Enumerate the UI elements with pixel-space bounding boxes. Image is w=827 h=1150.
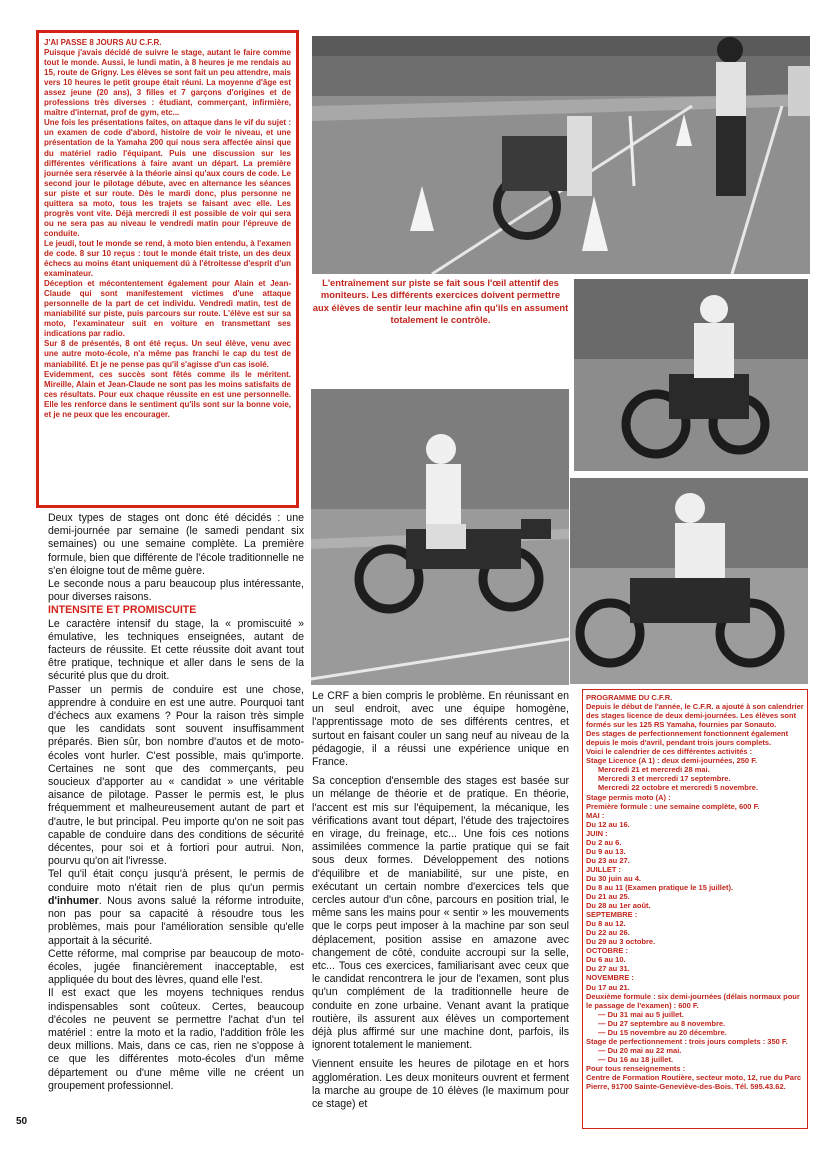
programme-line: Du 29 au 3 octobre. — [586, 937, 656, 947]
emphasis-text: d'inhumer — [48, 894, 99, 907]
programme-title: PROGRAMME DU C.F.R. — [586, 693, 673, 702]
programme-line: — Du 31 mai au 5 juillet. — [598, 1009, 684, 1019]
programme-line: Des stages de perfectionnement fonctionnent également depuis le mois d'avril, pendant trois jours complets. — [586, 729, 789, 748]
photo-rider-right-top — [574, 279, 808, 471]
paragraph: Passer un permis de conduire est une chose, apprendre à conduire en est une autre. Pourquoi tant d'échecs aux examens ? Pour la raison très simple que les candidats sont souvent insuffisamment préparés. Bien sûr, bon nombre d'autos et de moto-écoles vont hurler. C'est possible, mais qu'importe. Certaines ne sont que des commerçants, peu soucieux d'apporter au « candidat » une véritable aisance de pilotage. Passer le permis est, le plus fréquemment et malheureusement autant de part et d'autre, le but principal. Peu importe qu'on ne soit pas capable de conduire dans des conditions de sécurité décentes, pour soi et à fortiori pour autrui. Non, pourvu qu'on ait l'ivresse. — [48, 683, 304, 868]
programme-line: OCTOBRE : — [586, 946, 628, 956]
programme-line: Du 30 juin au 4. — [586, 873, 642, 883]
paragraph: Sa conception d'ensemble des stages est basée sur un mélange de théorie et de pratique. En théorie, l'accent est mis sur l'équipement, la mécanique, les vérifications avant tout départ, l'étude des trajectoires en virage, du freinage, etc... Une fois ces notions assimilées commence la partie pratique qui se fait sous deux formes. Développement des notions d'équilibre et de maniabilité, sur une piste, en exécutant un certain nombre d'exercices tels que cercles autour d'un cône, parcours en position trial, le même sans les mains pour « sentir » les mouvements que le corps peut imposer à la machine par son seul déplacement, position assise en amazone avec changement de côté, conduite accroupi sur la selle, etc... Tous ces exercices, familiarisant avec ceux que le candidat rencontrera le jour de l'examen, sont plus qu'un complément de la traditionnelle heure de conduite en zone urbaine. Venant avant la pratique routière, ils assurent aux élèves un comportement déjà plus affirmé sur une machine dont, parfois, ils ignorent totalement le maniement. — [312, 775, 569, 1052]
programme-line: Stage permis moto (A) : — [586, 792, 671, 802]
programme-line: Du 12 au 16. — [586, 819, 630, 829]
paragraph: Le seconde nous a paru beaucoup plus intéressante, pour diverses raisons. — [48, 578, 304, 604]
paragraph: Deux types de stages ont donc été décidés : une demi-journée par semaine (le samedi pendant six semaines) ou une semaine complète. La première formule, bien que différente de l'école traditionnelle ne s'en éloigne tout de même guère. — [48, 512, 304, 577]
sidebar-paragraph: Evidemment, ces succès sont fêtés comme ils le méritent. Mireille, Alain et Jean-Claude ne sont pas les moins satisfaits de ces résultats. Pour eux chaque réussite en est une personnelle. Elle les renforce dans le sentiment qu'ils sont sur la bonne voie, et je ne peux que les encourager. — [44, 369, 291, 419]
paragraph-text: . Nous avons salué la réforme introduite, non pas pour sa capacité à résoudre tous les problèmes, mais pour l'amélioration sensible qu'elle apportait à la sécurité. — [48, 894, 304, 947]
programme-line: — Du 16 au 18 juillet. — [598, 1054, 674, 1064]
sidebar-story — [44, 38, 291, 502]
paragraph: Le caractère intensif du stage, la « promiscuité » émulative, les techniques enseignées, autant de facteurs de réussite. Et cette réussite doit avant tout être pratique, technique et aller dans le sens de la sécurité plus que du droit. — [48, 617, 304, 683]
section-heading: INTENSITE ET PROMISCUITE — [48, 604, 197, 617]
article-column-1 — [48, 512, 304, 1132]
paragraph: Il est exact que les moyens techniques rendus indispensables sont coûteux. Certes, beaucoup d'écoles ne peuvent se permettre l'achat d'un tel matériel : entre la moto et la radio, l'addition frôle les deux millions. Mais, dans ce cas, rien ne s'oppose à ce que les différentes moto-écoles d'un même département ou d'une même ville ne créent un groupement professionnel. — [48, 987, 304, 1092]
photo-caption: L'entraînement sur piste se fait sous l'œil attentif des moniteurs. Les différents exercices doivent permettre aux élèves de sentir leur machine afin qu'ils en assument totalement le contrôle. — [312, 277, 569, 325]
programme-line: Du 2 au 6. — [586, 837, 622, 847]
programme-line: Stage de perfectionnement : trois jours complets : 350 F. — [586, 1036, 788, 1046]
programme-line: Du 17 au 21. — [586, 982, 630, 992]
programme-line: NOVEMBRE : — [586, 973, 634, 983]
programme-line: SEPTEMBRE : — [586, 910, 638, 920]
programme-line: Mercredi 3 et mercredi 17 septembre. — [598, 774, 731, 784]
programme-line: MAI : — [586, 810, 605, 820]
paragraph — [48, 868, 304, 947]
programme-line: Mercredi 21 et mercredi 28 mai. — [598, 765, 710, 775]
programme-line: Centre de Formation Routière, secteur moto, 12, rue du Parc Pierre, 91700 Sainte-Geneviève-des-Bois. Tél. 595.43.62. — [586, 1072, 802, 1092]
programme-line: JUILLET : — [586, 864, 621, 874]
programme-line: Deuxième formule : six demi-journées (délais normaux pour le passage de l'examen) : 600 F. — [586, 991, 800, 1010]
photo-rider-left — [311, 389, 569, 685]
paragraph: Le CRF a bien compris le problème. En réunissant en un seul endroit, avec une équipe homogène, l'apprentissage moto de ses différents centres, et surtout en faisant couler un sang neuf au niveau de la pédagogie, il a réussi une expérience unique en France. — [312, 690, 569, 769]
programme-line: Du 6 au 10. — [586, 955, 626, 965]
sidebar-paragraph: Sur 8 de présentés, 8 ont été reçus. Un seul élève, venu avec une autre moto-école, n'a même pas franchi le cap du test de maniabilité. Et je ne pense pas qu'il s'agisse d'un cas isolé. — [44, 339, 291, 369]
programme-line: JUIN : — [586, 828, 608, 838]
programme-line: — Du 27 septembre au 8 novembre. — [598, 1018, 726, 1028]
programme-line: Stage Licence (A 1) : deux demi-journées, 250 F. — [586, 756, 758, 766]
paragraph: Viennent ensuite les heures de pilotage en et hors agglomération. Les deux moniteurs ouvrent et ferment la marche au groupe de 10 élèves (le maximum pour ce stage) et — [312, 1058, 569, 1111]
sidebar-paragraph: Puisque j'avais décidé de suivre le stage, autant le faire comme tout le monde. Aussi, le lundi matin, à 8 heures je me rendais au 15, route de Grigny. Les élèves se sont fait un peu attendre, mais vers 10 heures le petit groupe était réuni. La moyenne d'âge est assez jeune (20 ans), 3 filles et 7 garçons d'origines et de professions très diverses : étudiant, commerçant, infirmière, maître d'internat, prof de gym, etc... — [44, 48, 291, 118]
programme-line: — Du 15 novembre au 20 décembre. — [598, 1027, 727, 1037]
paragraph: Cette réforme, mal comprise par beaucoup de moto-écoles, jugée financièrement inacceptable, est appliquée du bout des lèvres, quand elle l'est. — [48, 947, 304, 987]
paragraph-text: Tel qu'il était conçu jusqu'à présent, le permis de conduire moto n'était rien de plus qu'un permis — [48, 868, 304, 894]
programme-line: Du 9 au 13. — [586, 846, 626, 856]
programme-line: — Du 20 mai au 22 mai. — [598, 1045, 682, 1055]
programme-line: Du 28 au 1er août. — [586, 901, 651, 911]
programme-line: Du 8 au 12. — [586, 919, 626, 929]
programme-line: Voici le calendrier de ces différentes activités : — [586, 747, 753, 757]
programme-line: Mercredi 22 octobre et mercredi 5 novembre. — [598, 783, 759, 793]
page-number: 50 — [16, 1116, 28, 1127]
sidebar-paragraph: Déception et mécontentement également pour Alain et Jean-Claude qui sont manifestement victimes d'une attaque personnelle de la part de cet individu. Vendredi matin, test de maniabilité sur piste, puis parcours sur route. L'élève est sur sa moto, l'examinateur suit en voiture en transmettant ses indications par radio. — [44, 279, 291, 339]
programme-line: Du 8 au 11 (Examen pratique le 15 juillet). — [586, 882, 734, 892]
photo-track-training — [312, 36, 810, 274]
sidebar-paragraph: Le jeudi, tout le monde se rend, à moto bien entendu, à l'examen de code. 8 sur 10 reçus : tout le monde était triste, un des deux échecs au moins étant uniquement dû à l'étroitesse d'esprit d'un examinateur. — [44, 238, 291, 279]
programme-line: Depuis le début de l'année, le C.F.R. a ajouté à son calendrier des stages licence de deux demi-journées. Les élèves sont formés sur les 125 RS Yamaha, fournies par Sonauto. — [586, 702, 804, 730]
programme-box — [586, 693, 804, 1127]
programme-line: Première formule : une semaine complète, 600 F. — [586, 801, 760, 811]
programme-line: Du 22 au 26. — [586, 928, 630, 938]
photo-rider-right-bottom — [570, 478, 808, 684]
programme-line: Du 27 au 31. — [586, 964, 630, 974]
programme-line: Du 21 au 25. — [586, 892, 630, 902]
programme-line: Pour tous renseignements : — [586, 1063, 686, 1073]
programme-line: Du 23 au 27. — [586, 855, 630, 865]
article-column-2 — [312, 690, 569, 1130]
sidebar-paragraph: Une fois les présentations faites, on attaque dans le vif du sujet : un examen de code d'abord, histoire de voir le niveau, et une présentation de la Yamaha 200 qui nous sera affectée ainsi que du matériel radio l'équipant. Puis une discussion sur les différentes vérifications à faire avant un départ. La première journée sera réservée à la théorie ainsi qu'aux cours de code. Le second jour le pilotage débute, avec en alternance les séances sur piste et sur route. Dès le mardi donc, plus personne ne quittera sa moto, tous les trajets se faisant avec elle. Les progrès vont vite. Déjà mercredi il est possible de voir qui sera ou ne sera pas au niveau le vendredi matin pour l'épreuve de conduite. — [44, 118, 291, 238]
sidebar-title: J'AI PASSE 8 JOURS AU C.F.R. — [44, 38, 162, 47]
